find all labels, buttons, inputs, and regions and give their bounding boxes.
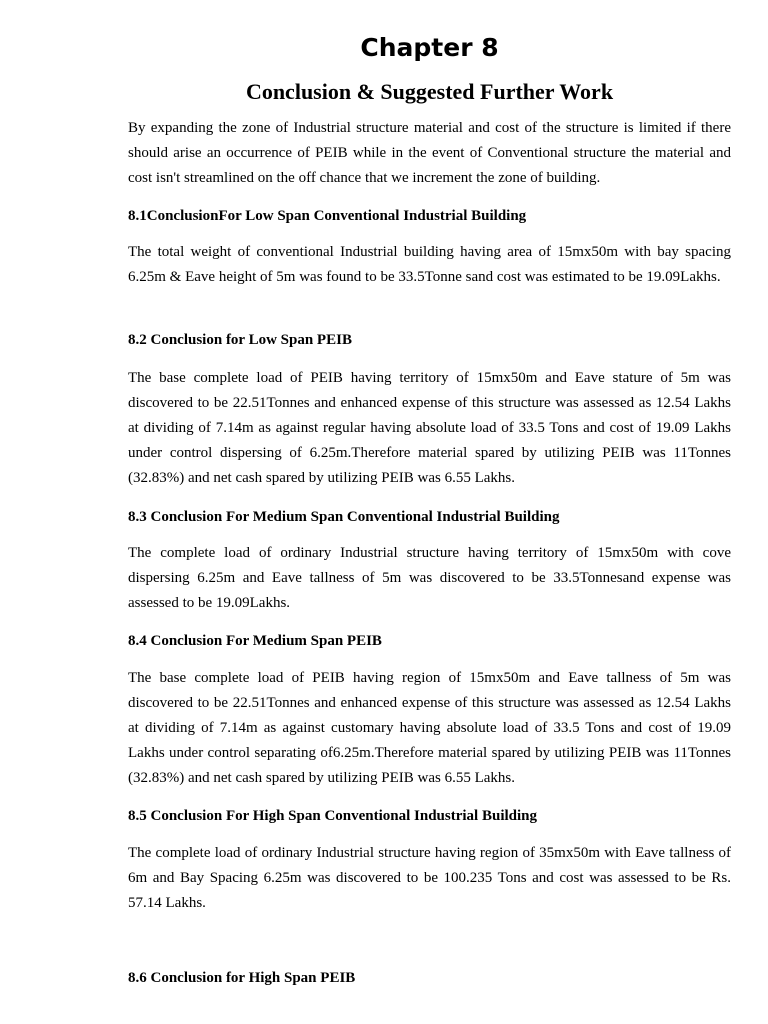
section-heading-8-2: 8.2 Conclusion for Low Span PEIB (128, 332, 352, 348)
intro-paragraph: By expanding the zone of Industrial structure material and cost of the structure is limited if there should arise an occurrence of PEIB while in the event of Conventional structure the material and cost isn't streamlined on the off chance that we increment the zone of building. (128, 120, 731, 186)
section-body-8-5: The complete load of ordinary Industrial structure having region of 35mx50m with Eave tallness of 6m and Bay Spacing 6.25m was discovered to be 100.235 Tons and cost was assessed to be Rs. 57.14 Lakhs. (128, 845, 731, 911)
section-heading-8-6: 8.6 Conclusion for High Span PEIB (128, 970, 356, 986)
section-heading-8-5: 8.5 Conclusion For High Span Conventional Industrial Building (128, 808, 538, 824)
section-heading-8-4: 8.4 Conclusion For Medium Span PEIB (128, 633, 382, 649)
section-body-8-1: The total weight of conventional Industrial building having area of 15mx50m with bay spacing 6.25m & Eave height of 5m was found to be 33.5Tonne sand cost was estimated to be 19.09Lakhs. (128, 244, 731, 285)
section-body-8-3: The complete load of ordinary Industrial structure having territory of 15mx50m with cove dispersing 6.25m and Eave tallness of 5m was discovered to be 33.5Tonnesand expense was assessed to be 19.09Lakhs. (128, 545, 731, 611)
section-heading-8-1: 8.1ConclusionFor Low Span Conventional Industrial Building (128, 208, 527, 224)
section-body-8-2: The base complete load of PEIB having territory of 15mx50m and Eave stature of 5m was discovered to be 22.51Tonnes and enhanced expense of this structure was assessed as 12.54 Lakhs at dividing of 7.14m as against regular having absolute load of 33.5 Tons and cost of 19.09 Lakhs under control dispersing of 6.25m.Therefore material spared by utilizing PEIB was 11Tonnes (32.83%) and net cash spared by utilizing PEIB was 6.55 Lakhs. (128, 370, 731, 486)
chapter-number: Chapter 8 (360, 33, 499, 62)
section-heading-8-3: 8.3 Conclusion For Medium Span Conventional Industrial Building (128, 509, 560, 525)
chapter-title: Conclusion & Suggested Further Work (245, 79, 614, 104)
section-body-8-4: The base complete load of PEIB having region of 15mx50m and Eave tallness of 5m was discovered to be 22.51Tonnes and enhanced expense of this structure was assessed as 12.54 Lakhs at dividing of 7.14m as against customary having absolute load of 33.5 Tons and cost of 19.09 Lakhs under control separating of6.25m.Therefore material spared by utilizing PEIB was 11Tonnes (32.83%) and net cash spared by utilizing PEIB was 6.55 Lakhs. (128, 670, 731, 786)
